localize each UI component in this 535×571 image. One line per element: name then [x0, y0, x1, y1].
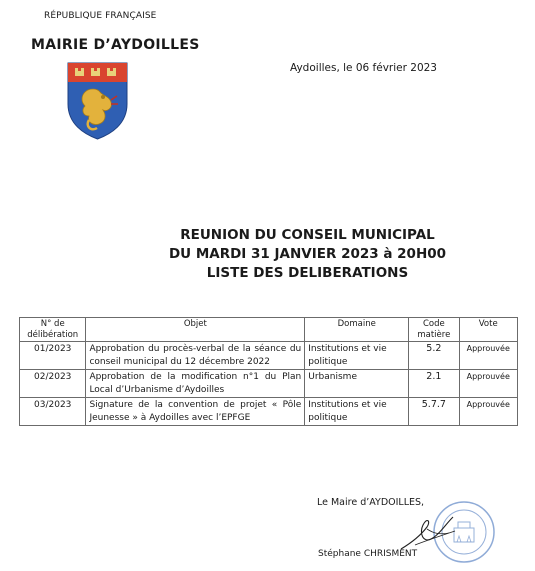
deliberations-table	[19, 317, 518, 426]
table-row	[20, 398, 518, 426]
cell-code: 2.1	[409, 370, 459, 398]
title-line-meeting: REUNION DU CONSEIL MUNICIPAL	[180, 227, 435, 243]
document-title	[0, 226, 535, 283]
cell-objet: Approbation de la modification n°1 du Plan Local d’Urbanisme d’Aydoilles	[86, 370, 305, 398]
header-domaine: Domaine	[305, 318, 409, 342]
signer-title: Le Maire d’AYDOILLES,	[317, 497, 425, 508]
header-code-line1: Code	[422, 319, 445, 329]
cell-code: 5.2	[409, 342, 459, 370]
table-header-row	[20, 318, 518, 342]
header-numero	[20, 318, 86, 342]
table-row	[20, 342, 518, 370]
header-objet: Objet	[86, 318, 305, 342]
header-code	[409, 318, 459, 342]
header-numero-line1: N° de	[40, 319, 65, 329]
cell-vote: Approuvée	[459, 342, 518, 370]
cell-objet: Signature de la convention de projet « Pôle Jeunesse » à Aydoilles avec l’EPFGE	[86, 398, 305, 426]
cell-vote: Approuvée	[459, 398, 518, 426]
cell-numero: 03/2023	[20, 398, 86, 426]
cell-domaine: Institutions et vie politique	[305, 342, 409, 370]
cell-numero: 02/2023	[20, 370, 86, 398]
title-line-list: LISTE DES DELIBERATIONS	[206, 265, 409, 281]
title-line-date: DU MARDI 31 JANVIER 2023 à 20H00	[168, 246, 447, 262]
signer-name: Stéphane CHRISMENT	[318, 549, 418, 559]
cell-code: 5.7.7	[409, 398, 459, 426]
cell-domaine: Institutions et vie politique	[305, 398, 409, 426]
republique-francaise-label: RÉPUBLIQUE FRANÇAISE	[44, 11, 157, 21]
header-code-line2: matière	[417, 329, 451, 340]
header-numero-line2: délibération	[27, 329, 79, 340]
cell-domaine: Urbanisme	[305, 370, 409, 398]
date-line: Aydoilles, le 06 février 2023	[290, 62, 437, 74]
cell-numero: 01/2023	[20, 342, 86, 370]
coat-of-arms-icon	[67, 62, 128, 140]
mairie-title: MAIRIE D’AYDOILLES	[31, 37, 200, 53]
cell-vote: Approuvée	[459, 370, 518, 398]
cell-objet: Approbation du procès-verbal de la séance du conseil municipal du 12 décembre 2022	[86, 342, 305, 370]
header-vote: Vote	[459, 318, 518, 342]
table-row	[20, 370, 518, 398]
